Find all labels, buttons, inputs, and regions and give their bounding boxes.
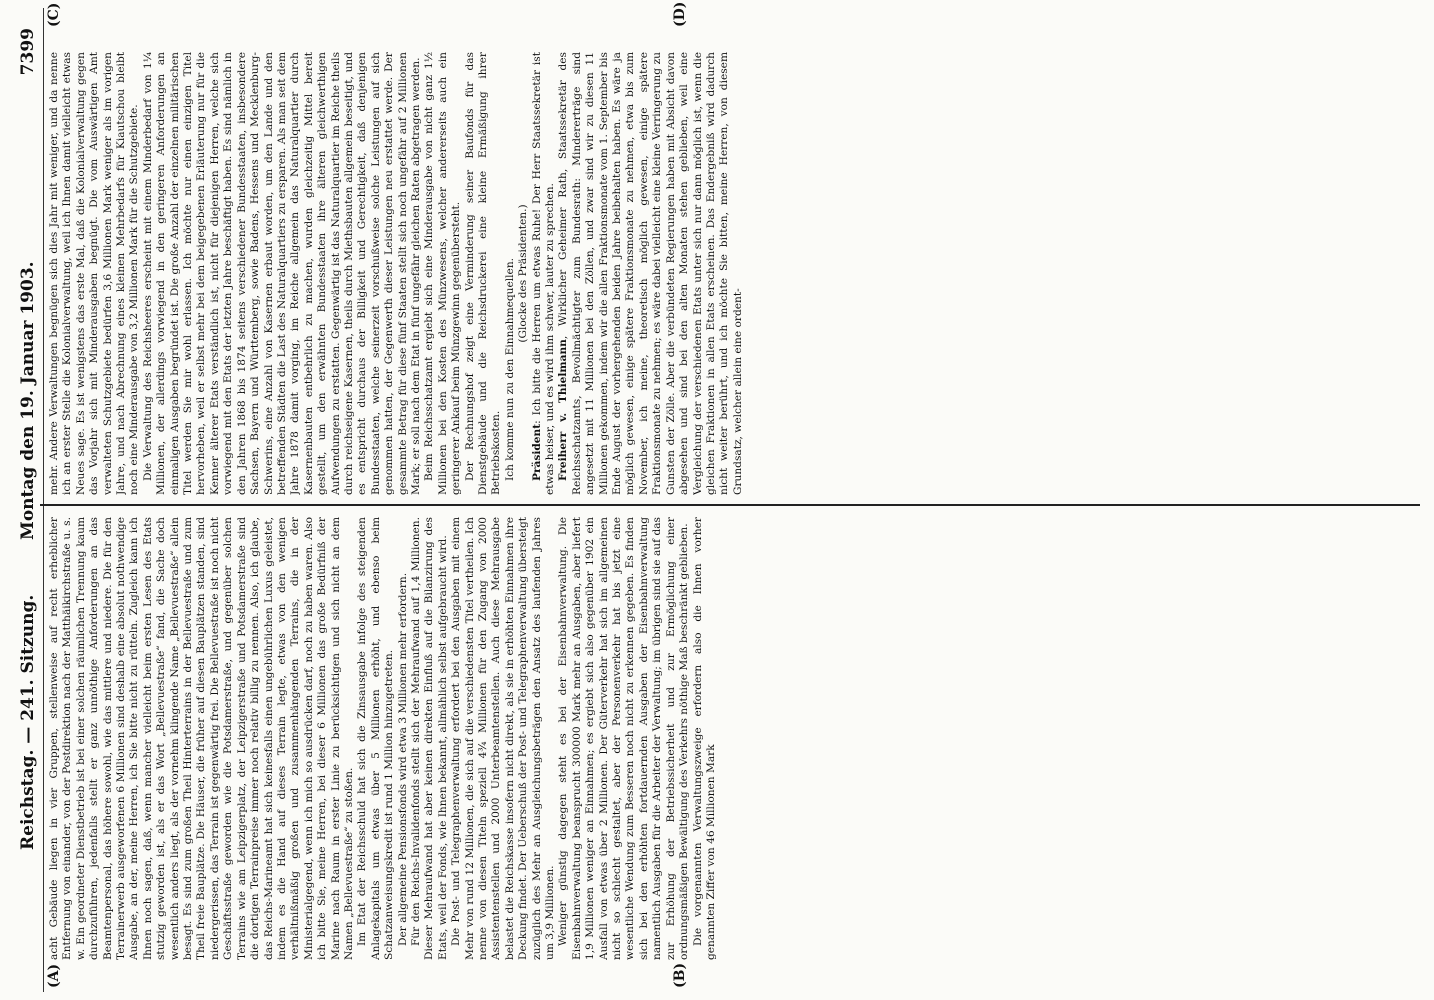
margin-marker-b: (B) bbox=[672, 962, 688, 988]
paragraph: Weniger günstig dagegen steht es bei der Eisenbahnverwaltung. Die Eisenbahnverwaltung beansprucht 300000 Mark mehr an Ausgaben, aber liefert 1,9 Millionen weniger an Einnahmen; es ergiebt sich also gegenüber 1902 ein Ausfall von etwas über 2 Millionen. Der Güterverkehr hat sich im allgemeinen nicht so schlecht gestaltet, aber der Personenverkehr hat bis jetzt eine wesentliche Wendung zum Besseren noch nicht zu erkennen gegeben. Es finden sich bei den erhöhten fortdauernden Ausgaben der Eisenbahnverwaltung namentlich Ausgaben für die Arbeiter der Verwaltung; im übrigen sind sie auf das zur Erhöhung der Betriebssicherheit und zur Ermöglichung einer ordnungsmäßigen Bewältigung des Verkehrs nöthige Maß beschränkt geblieben. bbox=[557, 517, 691, 960]
stage-direction: (Glocke des Präsidenten.) bbox=[517, 204, 530, 343]
paragraph: Beim Reichsschatzamt ergiebt sich eine Minderausgabe von nicht ganz 1½ Millionen bei den Kosten des Münzwesens, welcher andererseits auch ein geringerer Ankauf beim Münzgewinn gegenübersteht. bbox=[423, 52, 463, 495]
paragraph: Die vorgenannten Verwaltungszweige erfordern also die Ihnen vorher genannten Ziffer von 46 Millionen Mark bbox=[691, 517, 717, 960]
paragraph: Der Rechnungshof zeigt eine Verminderung seiner Baufonds für das Dienstgebäude und die Reichsdruckerei eine kleine Ermäßigung ihrer Betriebskosten. bbox=[463, 52, 503, 495]
speaker-label: Freiherr v. Thielmann bbox=[557, 339, 570, 481]
page-header bbox=[10, 0, 44, 1000]
paragraph: Die Verwaltung des Reichsheeres erscheint mit einem Minderbedarf von 1¼ Millionen, der allerdings vorwiegend in den geringeren Anforderungen an einmaligen Ausgaben begründet ist. Die große Anzahl der einzelnen militärischen Titel werden Sie mir wohl erlassen. Ich möchte nur einen einzigen Titel hervorheben, weil er selbst mehr bei dem beigegebenen Erläuterung nur für die Kenner älterer Etats verständlich ist, nicht für diejenigen Herren, welche sich vorwiegend mit den Etats der letzten Jahre beschäftigt haben. Es sind nämlich in den Jahren 1868 bis 1874 seitens verschiedener Bundesstaaten, insbesondere Sachsen, Bayern und Württemberg, sowie Badens, Hessens und Mecklenburg-Schwerins, eine Anzahl von Kasernen erbaut worden, um den Lande und den betreffenden Städten die Last des Naturalquartiers zu ersparen. Als man seit dem Jahre 1878 damit vorging, im Reiche allgemein das Naturalquartier durch Kasernenbauten entbehrlich zu machen, wurden gleichzeitig Mittel bereit gestellt, um den erwähnten Bundesstaaten ihre älteren gleichwerthigen Aufwendungen zu erstatten. Gegenwärtig ist das Naturalquartier im Reiche theils durch reichseigene Kasernen, theils durch Miethsbauten allgemein beseitigt, und es entspricht durchaus der Billigkeit und Gerechtigkeit, daß denjenigen Bundesstaaten, welche seinerzeit vorschußweise solche Leistungen auf sich genommen hatten, der Gegenwerth dieser Leistungen neu erstattet werde. Der gesammte Betrag für diese fünf Staaten stellt sich noch ungefähr auf 2 Millionen Mark; er soll nach dem Etat in fünf ungefähr gleichen Raten abgetragen werden. bbox=[141, 52, 422, 495]
speaker-label: Präsident bbox=[530, 423, 543, 481]
paragraph-thielmann: Freiherr v. Thielmann, Wirklicher Geheimer Rath, Staatssekretär des Reichsschatzamts, Bevollmächtigter zum Bundesrath: Mindererträge sind angesetzt mit 11 Millionen bei den Zöllen, und zwar sind wir zu diesen 11 Millionen gekommen, indem wir die allen Fraktionsmonate vom 1. September bis Ende August der vorhergehenden beiden Jahre beibehalten haben. Es wäre ja möglich gewesen, einige spätere Fraktionsmonate zu nehmen, etwa bis zum November, ich meine, theoretisch möglich gewesen, einige spätere Fraktionsmonate zu nehmen; es wäre dabei vielleicht eine kleine Verringerung zu Gunsten der Zölle. Aber die verbündeten Regierungen haben mit Absicht davon abgesehen und sind bei den alten Monaten stehen geblieben, weil eine Vergleichung der verschiedenen Etats unter sich nur dann möglich ist, wenn die gleichen Fraktionen in allen Etats erscheinen. Das Endergebniß wird dadurch nicht weiter berührt, und ich möchte Sie bitten, meine Herren, von diesem Grundsatz, welcher allein eine ordent- bbox=[557, 52, 744, 495]
column-divider bbox=[40, 504, 1420, 506]
text-column-left bbox=[48, 517, 1418, 960]
margin-marker-c: (C) bbox=[46, 2, 62, 27]
header-rule bbox=[43, 8, 44, 992]
margin-marker-d: (D) bbox=[672, 1, 688, 27]
margin-marker-a: (A) bbox=[46, 963, 62, 988]
paragraph: Der allgemeine Pensionsfonds wird etwa 3 Millionen mehr erfordern. bbox=[396, 572, 409, 946]
header-date: Montag den 19. Januar 1903. bbox=[18, 261, 38, 540]
paragraph: Die Post- und Telegraphenverwaltung erfordert bei den Ausgaben mit einem Mehr von rund 12 Millionen, die sich auf die verschiedensten Titel vertheilen. Ich nenne von diesen Titeln speziell 4¾ Millionen für den Zugang von 2000 Assistentenstellen und 2000 Unterbeamtenstellen. Auch diese Mehrausgabe belastet die Reichskasse insofern nicht direkt, als sie in erhöhten Einnahmen ihre Deckung findet. Der Ueberschuß der Post- und Telegraphenverwaltung übersteigt zuzüglich des Mehr an Ausgleichungsbeträgen den Ansatz des laufenden Jahres um 3,9 Millionen. bbox=[450, 517, 557, 960]
paragraph-president: Präsident: Ich bitte die Herren um etwas Ruhe! Der Herr Staatssekretär ist etwas heiser, und es wird ihm schwer, lauter zu sprechen. bbox=[530, 52, 557, 495]
paragraph: acht Gebäude liegen in vier Gruppen, stellenweise auf recht erheblicher Entfernung von einander, von der Postdirektion nach der Matthäikirchstraße u. s. w. Ein geordneter Dienstbetrieb ist bei einer solchen räumlichen Trennung kaum durchzuführen, jedenfalls stellt er ganz unnöthige Anforderungen an das Beamtenpersonal, das höhere sowohl, wie das mittlere und niedere. Die für den Terrainerwerb ausgeworfenen 6 Millionen sind deshalb eine absolut nothwendige Ausgabe, an der, meine Herren, ich Sie bitte nicht zu rütteln. Zugleich kann ich Ihnen noch sagen, daß, wenn mancher vielleicht beim ersten Lesen des Etats stutzig geworden ist, als er das Wort „Bellevuestraße“ fand, die Sache doch wesentlich anders liegt, als der vornehm klingende Name „Bellevuestraße“ allein besagt. Es sind zum großen Theil Hinterterrains in der Bellevuestraße und zum Theil freie Bauplätze. Die Häuser, die früher auf diesen Bauplätzen standen, sind niedergerissen, das Terrain ist gegenwärtig frei. Die Bellevuestraße ist noch nicht Geschäftsstraße geworden wie die Potsdamerstraße, und gegenüber solchen Terrains wie am Leipzigerplatz, der Leipzigerstraße und Potsdamerstraße sind die dortigen Terrainpreise immer noch relativ billig zu nennen. Also, ich glaube, das Reichs-Marineamt hat sich keinesfalls einen ungebührlichen Luxus geleistet, indem es die Hand auf dieses Terrain legte, etwas von den wenigen verhältnißmäßig großen und zusammenhängenden Terrains, die in der Ministerialgegend, wenn ich mich so ausdrücken darf, noch zu haben waren. Also ich bitte Sie, meine Herren, bei dieser 6 Millionen das große Bedürfniß der Marine nach Raum in erster Linie zu berücksichtigen und sich nicht an dem Namen „Bellevuestraße“ zu stoßen. bbox=[48, 517, 355, 960]
paragraph: Ich komme nun zu den Einnahmequellen. bbox=[503, 257, 516, 481]
paragraph: mehr. Andere Verwaltungen begnügen sich dies Jahr mit weniger, und da nenne ich an erster Stelle die Kolonialverwaltung, weil ich Ihnen damit vielleicht etwas Neues sage. Es ist wenigstens das erste Mal, daß die Kolonialverwaltung gegen das Vorjahr sich mit Minderausgaben begnügt. Die vom Auswärtigen Amt verwalteten Schutzgebiete bedürfen 3,6 Millionen Mark weniger als im vorigen Jahre, und nach Abrechnung eines kleinen Mehrbedarfs für Kiautschou bleibt noch eine Minderausgabe von 3,2 Millionen Mark für die Schutzgebiete. bbox=[48, 52, 141, 495]
page-number: 7399 bbox=[18, 28, 38, 76]
paragraph: Für den Reichs-Invalidenfonds stellt sich der Mehraufwand auf 1,4 Millionen. Dieser Mehraufwand hat aber keinen direkten Einfluß auf die Bilanzirung des Etats, weil der Fonds, wie Ihnen bekannt, allmählich selbst aufgebraucht wird. bbox=[409, 517, 449, 960]
header-session: Reichstag. — 241. Sitzung. bbox=[18, 594, 38, 850]
paragraph: Im Etat der Reichsschuld hat sich die Zinsausgabe infolge des steigenden Anlagekapitals um etwas über 5 Millionen erhöht, und ebenso beim Schatzanweisungskredit ist rund 1 Million hinzugetreten. bbox=[356, 517, 396, 960]
text-column-right bbox=[48, 52, 1418, 495]
